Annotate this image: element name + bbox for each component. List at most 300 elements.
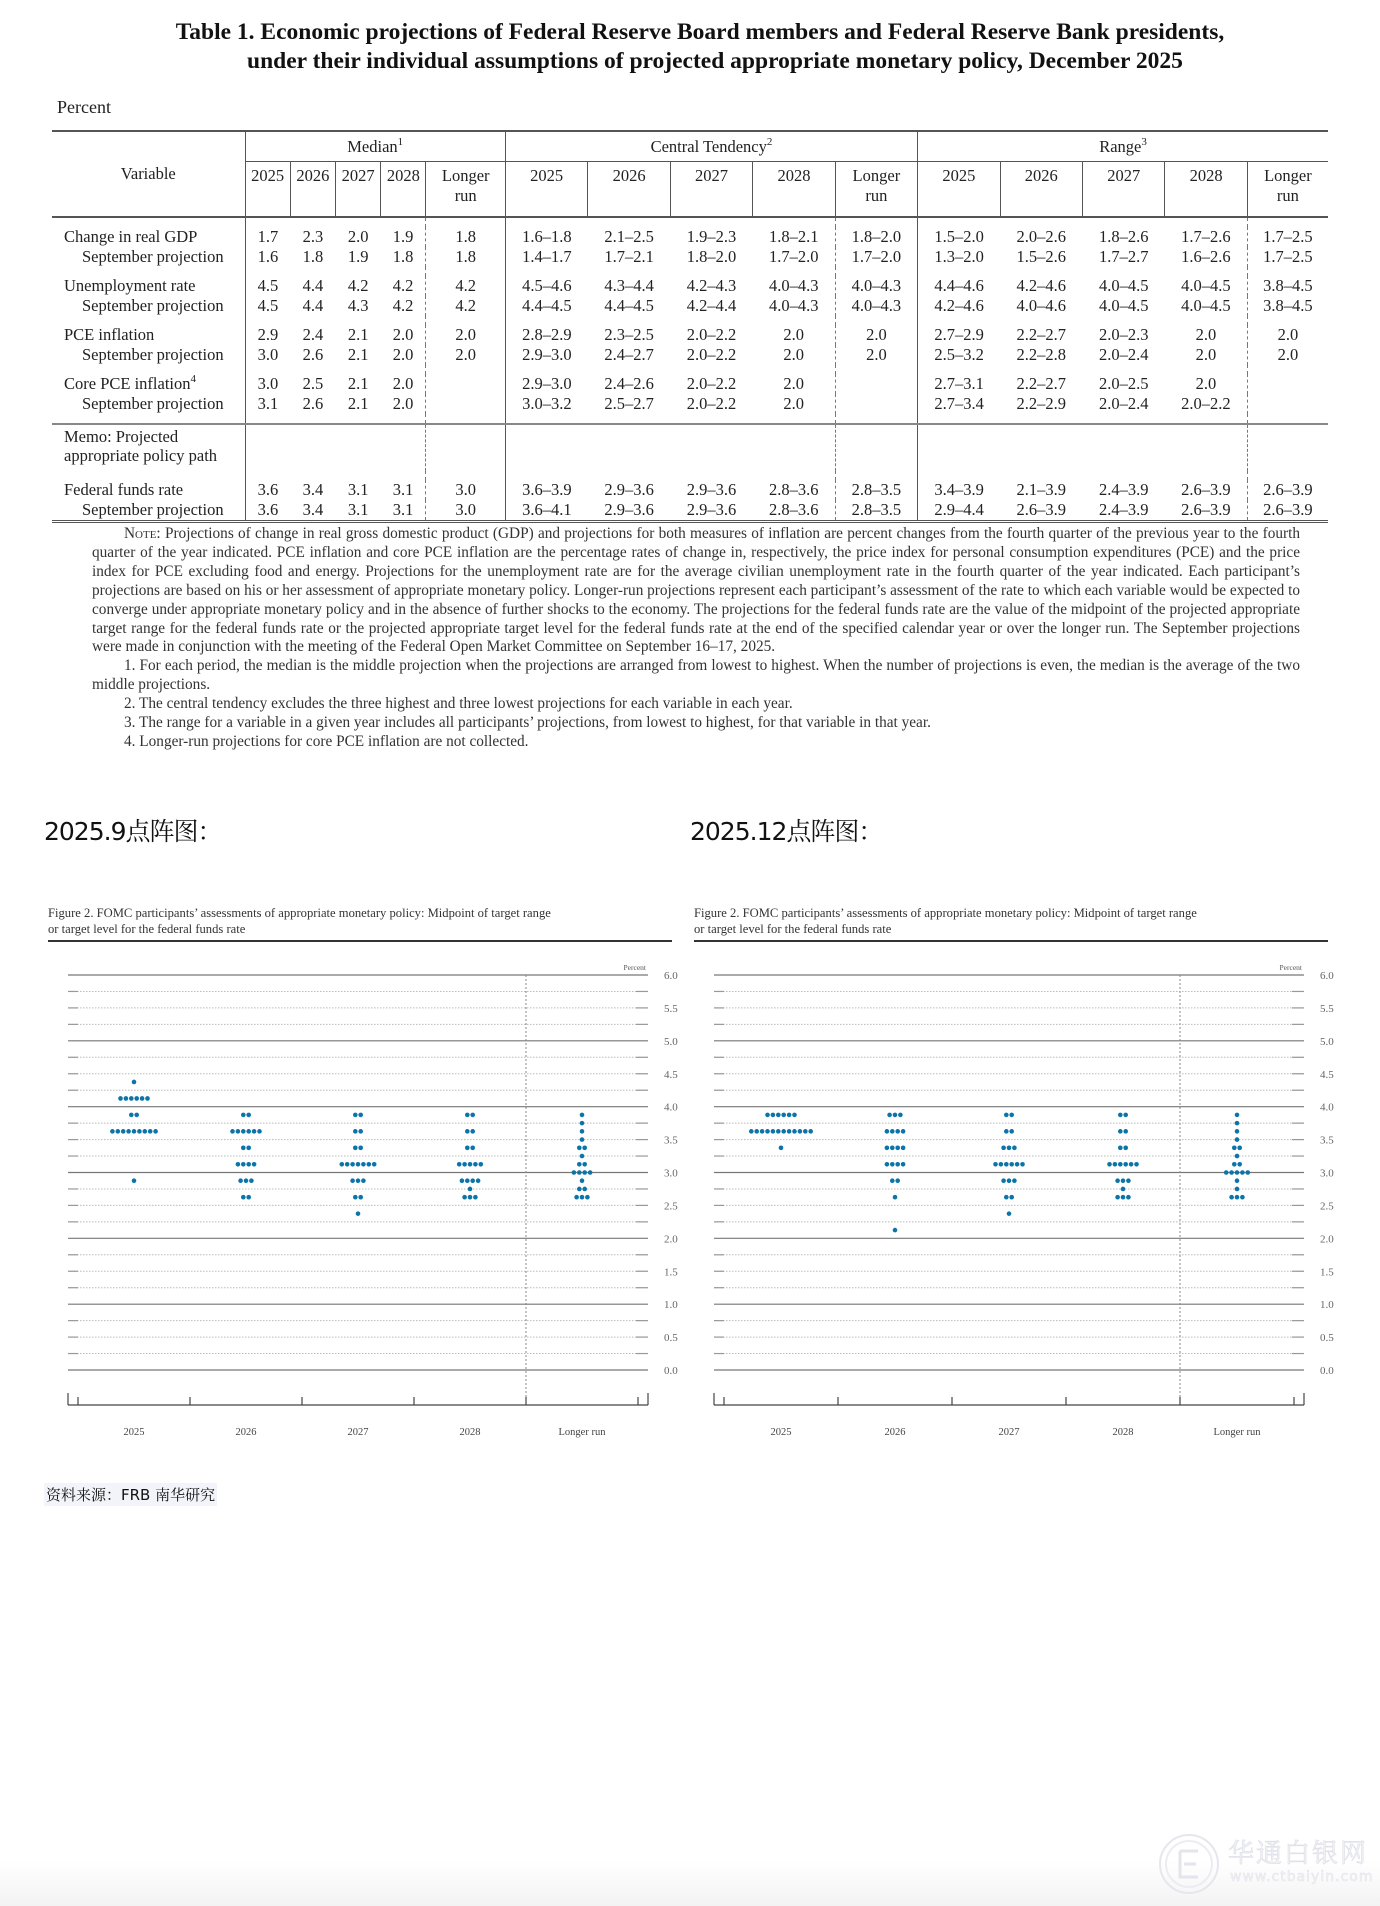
range-cell: 2.7–3.1 <box>918 374 1000 394</box>
central-cell: 4.2–4.3 <box>686 276 737 295</box>
projection-dot <box>1115 1195 1120 1200</box>
median-cell: 4.2 <box>426 276 505 296</box>
x-tick-label: 2025 <box>770 1427 792 1438</box>
projection-dot <box>110 1129 115 1134</box>
projection-dot <box>1126 1195 1131 1200</box>
range-cell: 1.7–2.5 <box>1247 247 1328 267</box>
projection-dot <box>129 1113 134 1118</box>
projection-dot <box>808 1129 813 1134</box>
range-cell: 1.7–2.5 <box>1247 227 1328 247</box>
projection-dot <box>476 1178 481 1183</box>
table-title <box>0 18 1380 76</box>
range-cell: 3.4–3.9 <box>918 480 1000 500</box>
range-cell: 4.0–4.6 <box>1016 296 1066 315</box>
projection-dot <box>249 1178 254 1183</box>
projection-dot <box>121 1129 126 1134</box>
projection-dot <box>468 1187 473 1192</box>
range-cell: 1.7–2.6 <box>1181 227 1231 246</box>
central-cell: 2.3–2.5 <box>604 325 654 344</box>
median-cell <box>426 374 505 394</box>
row-label-text: Change in real GDP <box>64 227 198 246</box>
memo-line1: Memo: Projected <box>64 427 179 446</box>
column-header-2027: 2027 <box>670 162 752 218</box>
projection-dot <box>1240 1170 1245 1175</box>
projection-dot <box>787 1113 792 1118</box>
range-cell <box>1247 374 1328 394</box>
central-cell: 4.3–4.4 <box>604 276 654 295</box>
range-cell: 1.8–2.6 <box>1098 227 1149 246</box>
median-cell: 1.8 <box>302 247 324 266</box>
projection-dot <box>887 1113 892 1118</box>
projection-dot <box>895 1162 900 1167</box>
y-tick-label: 3.5 <box>664 1134 678 1147</box>
median-cell: 2.3 <box>302 227 324 246</box>
y-tick-label: 0.0 <box>664 1365 678 1377</box>
projection-dot <box>885 1162 890 1167</box>
central-cell: 4.0–4.3 <box>835 296 917 316</box>
median-cell: 3.1 <box>245 394 290 414</box>
projection-dot <box>803 1129 808 1134</box>
row-label <box>52 296 245 316</box>
y-tick-label: 3.0 <box>1320 1167 1334 1180</box>
projection-dot <box>145 1096 150 1101</box>
range-cell: 2.0 <box>1247 325 1328 345</box>
projection-dot <box>580 1178 585 1183</box>
median-cell: 2.1 <box>347 394 369 413</box>
range-cell: 2.7–2.9 <box>918 325 1000 345</box>
median-cell: 4.5 <box>245 276 290 296</box>
central-cell: 2.9–3.0 <box>505 374 587 394</box>
table-row <box>52 276 1328 296</box>
central-cell: 3.0–3.2 <box>505 394 587 414</box>
projection-dot <box>246 1113 251 1118</box>
median-cell: 3.6 <box>245 480 290 500</box>
projection-dot <box>1012 1178 1017 1183</box>
dot-plot-svg <box>48 937 678 1457</box>
median-cell: 2.0 <box>347 227 369 246</box>
projection-dot <box>572 1170 577 1175</box>
projection-dot <box>465 1113 470 1118</box>
median-group-header <box>245 131 505 162</box>
projection-dot <box>1134 1162 1139 1167</box>
range-cell: 2.6–3.9 <box>1165 500 1247 522</box>
central-cell: 2.0 <box>783 325 804 344</box>
projection-dot <box>1009 1162 1014 1167</box>
projection-dot <box>137 1129 142 1134</box>
range-cell: 2.4–3.9 <box>1082 500 1164 522</box>
range-cell: 2.0 <box>1195 325 1217 344</box>
projection-dot <box>901 1146 906 1151</box>
central-cell: 4.0–4.3 <box>835 276 917 296</box>
central-cell: 2.0–2.2 <box>686 345 737 364</box>
central-cell: 4.0–4.3 <box>768 276 819 295</box>
row-label-text: September projection <box>82 247 224 266</box>
projection-dot <box>1235 1195 1240 1200</box>
y-tick-label: 6.0 <box>1320 970 1334 982</box>
dot-group-longer-run <box>572 1113 593 1200</box>
projection-dot <box>1118 1129 1123 1134</box>
row-label <box>52 247 245 267</box>
projection-dot <box>893 1113 898 1118</box>
central-cell: 2.8–2.9 <box>505 325 587 345</box>
projection-dot <box>1004 1195 1009 1200</box>
median-cell: 4.2 <box>392 296 414 315</box>
central-cell: 2.0 <box>835 325 917 345</box>
projection-dot <box>473 1195 478 1200</box>
projection-dot <box>246 1129 251 1134</box>
footnote-4: 4. Longer-run projections for core PCE inflation are not collected. <box>124 732 529 750</box>
central-cell: 2.0–2.2 <box>686 325 737 344</box>
median-cell: 2.0 <box>426 345 505 365</box>
column-header-2025: 2025 <box>245 162 290 218</box>
table-row <box>52 325 1328 345</box>
projection-dot <box>580 1113 585 1118</box>
projection-dot <box>901 1162 906 1167</box>
x-tick-label: Longer run <box>1213 1427 1261 1438</box>
median-cell: 4.4 <box>302 276 324 295</box>
projection-dot <box>361 1178 366 1183</box>
projection-dot <box>465 1178 470 1183</box>
projection-dot <box>124 1096 129 1101</box>
y-tick-label: 2.5 <box>664 1200 678 1213</box>
projection-dot <box>771 1129 776 1134</box>
range-cell: 2.4–3.9 <box>1098 480 1149 499</box>
projection-dot <box>577 1162 582 1167</box>
range-cell: 2.6–3.9 <box>1247 500 1328 522</box>
table-title-line2: under their individual assumptions of projected appropriate monetary policy, December 2025 <box>247 48 1183 74</box>
projection-dot <box>1235 1121 1240 1126</box>
central-cell: 1.7–2.0 <box>835 247 917 267</box>
projection-dot <box>1246 1170 1251 1175</box>
projection-dot <box>781 1129 786 1134</box>
projection-dot <box>1235 1154 1240 1159</box>
central-cell: 2.4–2.6 <box>604 374 654 393</box>
range-cell: 4.0–4.5 <box>1181 276 1231 295</box>
y-tick-label: 2.5 <box>1320 1200 1334 1213</box>
row-spacer <box>52 217 1328 227</box>
projection-dot <box>143 1129 148 1134</box>
table-title-line1: Table 1. Economic projections of Federal Reserve Board members and Federal Reserve Bank presidents, <box>175 19 1225 45</box>
row-label <box>52 394 245 414</box>
y-tick-label: 3.5 <box>1320 1134 1334 1147</box>
y-tick-label: 4.5 <box>664 1068 678 1081</box>
central-tendency-group-header <box>505 131 917 162</box>
median-cell: 1.9 <box>392 227 414 246</box>
projection-dot <box>577 1146 582 1151</box>
projections-table <box>52 130 1328 523</box>
row-label-text: Unemployment rate <box>64 276 196 295</box>
projection-dot <box>462 1162 467 1167</box>
row-label <box>52 480 245 500</box>
y-tick-label: 3.0 <box>664 1167 678 1180</box>
dot-group-2025 <box>110 1080 158 1183</box>
projection-dot <box>1232 1146 1237 1151</box>
projection-dot <box>361 1162 366 1167</box>
central-cell: 2.0 <box>783 345 804 364</box>
median-cell: 2.1 <box>347 345 369 364</box>
row-label <box>52 227 245 247</box>
footnote-3: 3. The range for a variable in a given year includes all participants’ projections, from lowest to highest, for that variable in that year. <box>124 714 931 732</box>
projection-dot <box>353 1129 358 1134</box>
median-cell: 2.6 <box>302 394 324 413</box>
projection-dot <box>574 1195 579 1200</box>
range-cell: 2.0–2.6 <box>1016 227 1066 246</box>
projection-dot <box>765 1129 770 1134</box>
table-row <box>52 374 1328 394</box>
central-cell: 2.8–3.6 <box>768 480 819 499</box>
column-header-longer-run <box>1247 162 1328 218</box>
watermark <box>1150 1825 1380 1906</box>
central-tendency-footnote-mark: 2 <box>766 135 773 148</box>
x-tick-label: 2028 <box>459 1427 481 1438</box>
projection-dot <box>1121 1195 1126 1200</box>
row-spacer <box>52 267 1328 276</box>
projection-dot <box>148 1129 153 1134</box>
median-label: Median <box>347 136 398 156</box>
projection-dot <box>890 1146 895 1151</box>
median-cell: 2.6 <box>302 345 324 364</box>
row-label <box>52 500 245 522</box>
column-header-2026: 2026 <box>290 162 335 218</box>
y-tick-label: 1.5 <box>664 1266 678 1279</box>
median-cell: 1.8 <box>426 227 505 247</box>
range-cell: 2.9–4.4 <box>918 500 1000 522</box>
projection-dot <box>890 1162 895 1167</box>
projection-dot <box>246 1162 251 1167</box>
projection-dot <box>1123 1162 1128 1167</box>
range-cell: 4.2–4.6 <box>1016 276 1066 295</box>
central-cell: 2.8–3.6 <box>753 500 835 522</box>
longer-run-line2: run <box>865 186 888 205</box>
projection-dot <box>230 1129 235 1134</box>
row-label-text: Federal funds rate <box>64 480 184 499</box>
projection-dot <box>473 1162 478 1167</box>
projection-dot <box>252 1162 257 1167</box>
range-cell: 1.5–2.6 <box>1016 247 1066 266</box>
december-dot-plot <box>694 905 1334 1461</box>
projection-dot <box>580 1121 585 1126</box>
projection-dot <box>460 1178 465 1183</box>
median-cell: 4.5 <box>245 296 290 316</box>
central-cell: 2.0–2.2 <box>686 374 737 393</box>
projection-dot <box>580 1129 585 1134</box>
central-cell: 1.4–1.7 <box>505 247 587 267</box>
projection-dot <box>1235 1187 1240 1192</box>
central-cell <box>835 394 917 414</box>
range-cell: 4.4–4.6 <box>918 276 1000 296</box>
y-tick-label: 4.5 <box>1320 1068 1334 1081</box>
range-group-header <box>918 131 1328 162</box>
central-cell: 3.6–4.1 <box>505 500 587 522</box>
projection-dot <box>1229 1195 1234 1200</box>
range-cell: 2.6–3.9 <box>1181 480 1231 499</box>
source-note: 资料来源：FRB 南华研究 <box>44 1483 217 1506</box>
variable-header <box>52 131 245 217</box>
projection-dot <box>1007 1211 1012 1216</box>
range-cell: 2.0–2.5 <box>1098 374 1149 393</box>
projection-dot <box>1012 1146 1017 1151</box>
note-label: Note: <box>124 525 161 542</box>
x-tick-label: 2026 <box>235 1427 257 1438</box>
central-cell: 2.0 <box>783 374 804 393</box>
row-spacer <box>52 365 1328 374</box>
y-axis-label: Percent <box>623 963 646 972</box>
median-cell: 2.0 <box>392 374 414 393</box>
footnote-2: 2. The central tendency excludes the three highest and three lowest projections for each variable in each year. <box>124 695 793 713</box>
y-tick-label: 0.5 <box>1320 1332 1334 1345</box>
median-cell: 4.2 <box>347 276 369 295</box>
row-spacer <box>52 471 1328 480</box>
projection-dot <box>1118 1162 1123 1167</box>
projection-dot <box>1235 1170 1240 1175</box>
projection-dot <box>1118 1113 1123 1118</box>
x-tick-label: 2027 <box>998 1427 1020 1438</box>
median-cell: 3.0 <box>245 374 290 394</box>
column-header-2028: 2028 <box>381 162 426 218</box>
median-cell: 3.4 <box>302 480 324 499</box>
y-tick-label: 1.0 <box>1320 1299 1334 1312</box>
projection-dot <box>792 1113 797 1118</box>
x-tick-label: 2027 <box>347 1427 369 1438</box>
watermark-url: www.ctbaiyin.com <box>1230 1869 1374 1885</box>
projection-dot <box>588 1170 593 1175</box>
range-cell: 4.2–4.6 <box>918 296 1000 316</box>
table-row <box>52 394 1328 414</box>
projection-dot <box>779 1146 784 1151</box>
column-header-2028: 2028 <box>753 162 835 218</box>
projection-dot <box>132 1080 137 1085</box>
range-cell: 1.6–2.6 <box>1181 247 1231 266</box>
projection-dot <box>760 1129 765 1134</box>
central-cell: 2.0–2.2 <box>686 394 737 413</box>
median-cell: 2.0 <box>392 325 414 344</box>
projection-dot <box>582 1162 587 1167</box>
projection-dot <box>358 1195 363 1200</box>
row-label-text: September projection <box>82 500 224 519</box>
column-header-2027: 2027 <box>336 162 381 218</box>
central-cell: 4.4–4.5 <box>604 296 654 315</box>
median-cell: 2.9 <box>245 325 290 345</box>
row-label-text: September projection <box>82 296 224 315</box>
range-cell: 2.6–3.9 <box>1247 480 1328 500</box>
projection-dot <box>1224 1170 1229 1175</box>
x-tick-label: 2026 <box>884 1427 906 1438</box>
projection-dot <box>1009 1129 1014 1134</box>
projection-dot <box>1237 1162 1242 1167</box>
projection-dot <box>895 1178 900 1183</box>
median-cell: 2.1 <box>347 325 369 344</box>
median-cell: 4.2 <box>426 296 505 316</box>
range-cell: 3.8–4.5 <box>1247 296 1328 316</box>
projection-dot <box>236 1162 241 1167</box>
table-notes <box>92 525 1300 752</box>
range-cell: 2.2–2.9 <box>1016 394 1066 413</box>
memo-line2: appropriate policy path <box>64 446 218 465</box>
projection-dot <box>241 1113 246 1118</box>
projection-dot <box>898 1113 903 1118</box>
central-cell: 1.8–2.1 <box>768 227 819 246</box>
projection-dot <box>776 1113 781 1118</box>
y-tick-label: 0.5 <box>664 1332 678 1345</box>
range-cell: 2.0 <box>1195 374 1217 393</box>
y-tick-label: 2.0 <box>1320 1233 1334 1246</box>
range-cell: 2.2–2.7 <box>1016 325 1066 344</box>
projection-dot <box>792 1129 797 1134</box>
central-cell: 2.8–3.5 <box>835 480 917 500</box>
projection-dot <box>901 1129 906 1134</box>
dot-group-2027 <box>340 1113 377 1216</box>
projection-dot <box>132 1129 137 1134</box>
projection-dot <box>754 1129 759 1134</box>
table-row <box>52 296 1328 316</box>
projection-dot <box>890 1178 895 1183</box>
median-cell: 4.3 <box>347 296 369 315</box>
column-header-2027: 2027 <box>1082 162 1164 218</box>
projection-dot <box>1001 1146 1006 1151</box>
projection-dot <box>358 1113 363 1118</box>
central-cell: 2.0 <box>783 394 804 413</box>
column-header-2026: 2026 <box>1000 162 1082 218</box>
projection-dot <box>1229 1170 1234 1175</box>
central-cell: 2.9–3.6 <box>604 480 654 499</box>
column-header-2025: 2025 <box>505 162 587 218</box>
central-cell: 2.9–3.6 <box>686 480 737 499</box>
projection-dot <box>582 1187 587 1192</box>
central-cell: 4.2–4.4 <box>686 296 737 315</box>
range-cell: 1.3–2.0 <box>918 247 1000 267</box>
projection-dot <box>252 1129 257 1134</box>
projection-dot <box>118 1096 123 1101</box>
range-cell: 2.0–2.3 <box>1098 325 1149 344</box>
median-cell: 2.4 <box>302 325 324 344</box>
projection-dot <box>358 1129 363 1134</box>
central-cell: 1.8–2.0 <box>835 227 917 247</box>
projection-dot <box>132 1178 137 1183</box>
projection-dot <box>1235 1178 1240 1183</box>
row-label-text: September projection <box>82 345 224 364</box>
y-tick-label: 2.0 <box>664 1233 678 1246</box>
row-label-text: Core PCE inflation <box>64 374 191 393</box>
projection-dot <box>257 1129 262 1134</box>
central-cell: 2.1–2.5 <box>604 227 654 246</box>
median-cell: 2.5 <box>302 374 324 393</box>
column-header-2025: 2025 <box>918 162 1000 218</box>
projection-dot <box>350 1178 355 1183</box>
y-tick-label: 4.0 <box>1320 1101 1334 1114</box>
projection-dot <box>1240 1195 1245 1200</box>
memo-label <box>52 424 245 471</box>
column-header-longer-run <box>426 162 505 218</box>
median-cell: 3.0 <box>245 345 290 365</box>
row-label <box>52 345 245 365</box>
central-cell: 2.5–2.7 <box>604 394 654 413</box>
december-dot-plot-heading: 2025.12点阵图： <box>690 817 883 846</box>
central-cell: 1.7–2.0 <box>768 247 819 266</box>
projection-dot <box>580 1137 585 1142</box>
footnote-1: 1. For each period, the median is the middle projection when the projections are arranged from lowest to highest. When the number of projections is even, the median is the average of the two middle projections. <box>92 657 1300 694</box>
y-tick-label: 1.5 <box>1320 1266 1334 1279</box>
median-cell: 1.8 <box>392 247 414 266</box>
projection-dot <box>1235 1137 1240 1142</box>
projection-dot <box>765 1113 770 1118</box>
median-cell: 2.0 <box>392 345 414 364</box>
watermark-logo-icon <box>1154 1829 1224 1899</box>
projection-dot <box>465 1129 470 1134</box>
range-cell: 2.6–3.9 <box>1000 500 1082 522</box>
projection-dot <box>1113 1162 1118 1167</box>
longer-run-line1: Longer <box>852 166 901 185</box>
central-cell: 2.9–3.0 <box>505 345 587 365</box>
